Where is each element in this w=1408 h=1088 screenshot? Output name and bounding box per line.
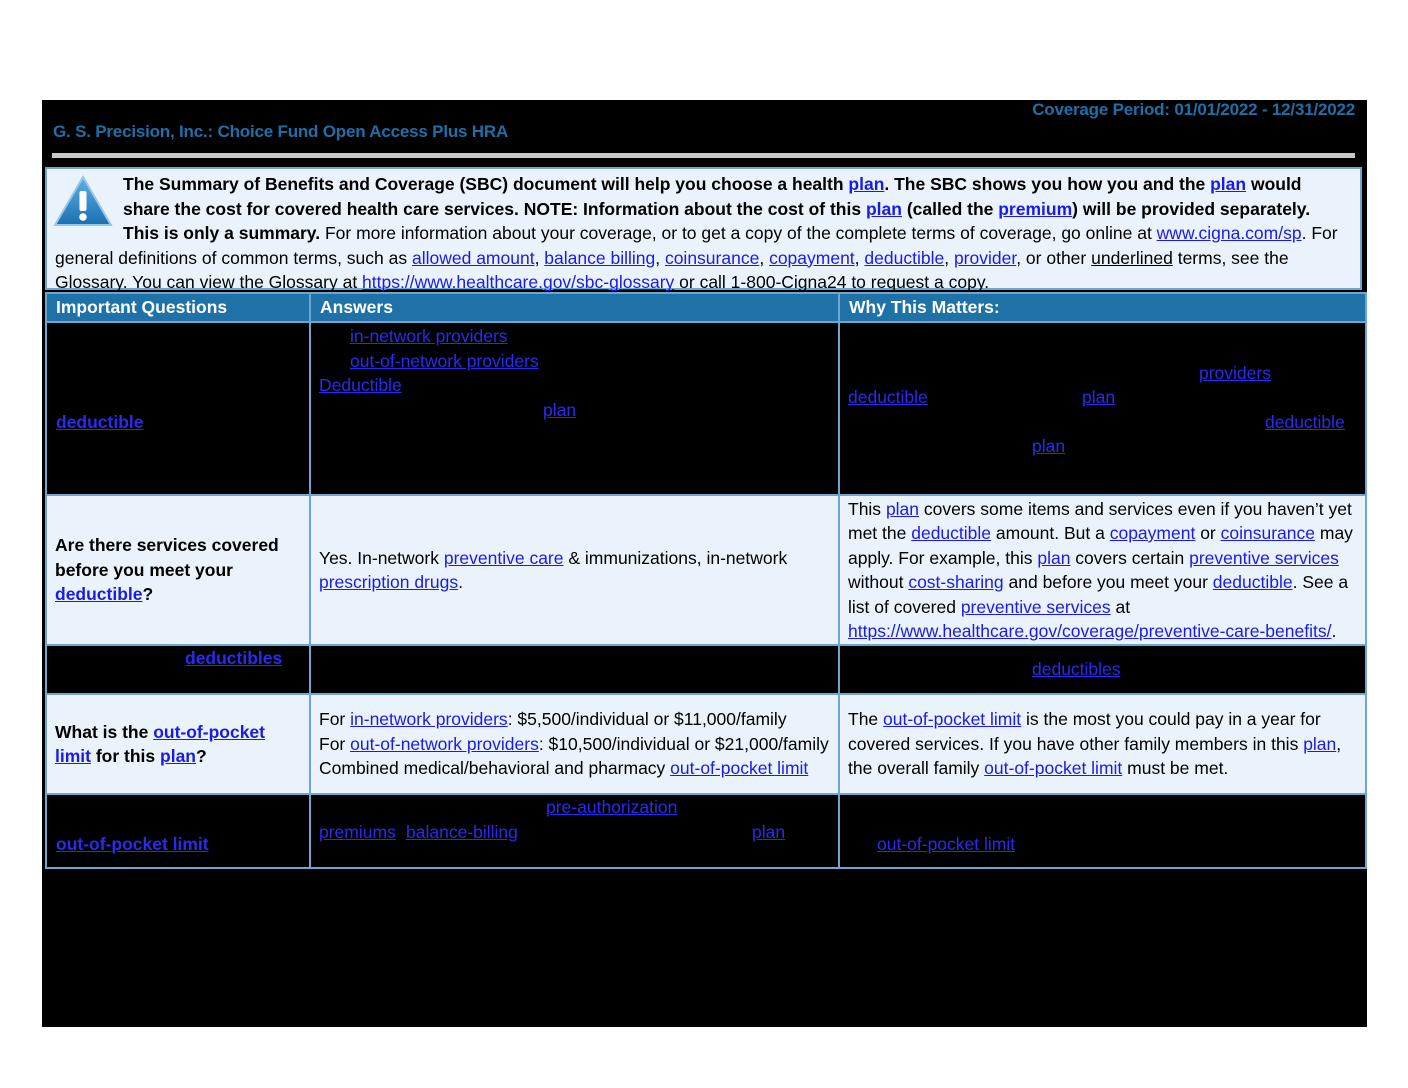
answer-line [319,732,830,757]
deductible-link[interactable]: deductible [848,387,928,407]
answer-cell [310,645,839,694]
answer-line [319,707,830,732]
question-text: for this [90,746,161,766]
out-of-pocket-limit-link[interactable]: out-of-pocket limit [877,834,1016,854]
why-text: amount. But a [991,523,1110,543]
question-text: What is the [55,721,154,742]
preventive-services-link[interactable]: preventive services [960,596,1111,617]
question-cell [46,694,310,794]
deductible-link[interactable]: deductible [911,523,992,543]
why-cell [839,495,1366,645]
preventive-care-link[interactable]: preventive care [443,547,564,568]
coverage-period: Coverage Period: 01/01/2022 - 12/31/2022 [1032,100,1355,119]
question-text: ? [196,746,207,766]
why-text: . [1331,621,1337,641]
out-of-pocket-limit-link[interactable]: out-of-pocket limit [55,721,265,766]
answer-text: & immunizations, in-network [563,547,788,568]
answer-line [319,756,830,781]
in-network-providers-link[interactable]: in-network providers [350,709,508,730]
table-row [46,794,1366,868]
answer-text: For [319,709,351,730]
balance-billing-link[interactable]: balance-billing [406,822,518,842]
answer-cell [310,495,839,645]
allowed-amount-link[interactable]: allowed amount [411,247,535,268]
answer-text: : $10,500/individual or $21,000/family [538,733,829,754]
why-text: must be met. [1122,758,1229,779]
answer-cell [310,694,839,794]
why-text: The [848,709,884,730]
provider-link[interactable]: provider [953,247,1017,268]
intro-text: would share the cost for covered health care services. NOTE: Information about the cost of this [123,174,1302,219]
question-cell [46,645,310,694]
plan-link[interactable]: plan [885,498,920,519]
out-of-pocket-limit-link[interactable]: out-of-pocket limit [670,758,809,779]
question-text: ? [142,584,154,605]
out-of-pocket-limit-link[interactable]: out-of-pocket limit [883,709,1022,730]
deductible-link[interactable]: deductible [1265,412,1345,432]
important-questions-table [45,292,1367,869]
answer-text: : $5,500/individual or $11,000/family [507,709,787,730]
intro-text: terms, see the Glossary. You can view the Glossary at [55,247,1289,292]
premium-link[interactable]: premium [998,198,1073,219]
intro-text: The Summary of Benefits and Coverage (SBC) document will help you choose a health [123,174,849,194]
answer-cell [310,322,839,495]
question-cell [46,322,310,495]
why-text: at [1110,596,1131,617]
deductible-link[interactable]: deductible [56,412,144,432]
plan-link[interactable]: plan [752,822,786,842]
intro-text: (called the [901,198,999,219]
table-row [46,645,1366,694]
preventive-services-link[interactable]: preventive services [1189,547,1339,568]
why-text: , the overall family [848,733,1342,779]
deductibles-link[interactable]: deductibles [185,648,283,668]
why-text: without [848,572,909,592]
answer-text: Combined medical/behavioral and pharmacy [319,758,671,779]
table-row [46,322,1366,495]
deductibles-link[interactable]: deductibles [1032,659,1121,679]
answer-text: . [458,572,463,592]
pre-authorization-link[interactable]: pre-authorization [546,797,678,817]
why-text: covers certain [1070,547,1190,568]
glossary-url-link[interactable]: https://www.healthcare.gov/sbc-glossary [362,272,675,292]
why-text: covers some items and services even if you haven’t yet met the [848,498,1352,543]
cost-sharing-link[interactable]: cost-sharing [908,572,1004,592]
prescription-drugs-link[interactable]: prescription drugs [319,572,459,592]
table-header-row [46,293,1366,322]
plan-name: G. S. Precision, Inc.: Choice Fund Open Access Plus HRA [53,122,509,141]
answer-cell [310,794,839,868]
answer-text: For [319,733,351,754]
plan-link[interactable]: plan [1210,174,1247,194]
coinsurance-link[interactable]: coinsurance [664,247,760,268]
question-cell [46,495,310,645]
out-of-network-providers-link[interactable]: out-of-network providers [350,351,539,371]
plan-link[interactable]: plan [848,174,885,194]
intro-text: For more information about your coverage, or to get a copy of the complete terms of coverage, go online at [320,223,1157,243]
why-cell [839,794,1366,868]
sbc-intro-box: The Summary of Benefits and Coverage (SBC) document will help you choose a health plan. The SBC shows you how you and the plan would share the cost for covered health care services. NOTE: Information about the cost of this plan (called the premium) will be provided separately. This is only a summary. For more information about your coverage, or to get a copy of the complete terms of coverage, go online at www.cigna.com/sp. For general definitions of common terms, such as allowed amount, balance billing, coinsurance, copayment, deductible, provider, or other underlined terms, see the Glossary. You can view the Glossary at https://www.healthcare.gov/sbc-glossary or call 1-800-Cigna24 to request a copy. [45,167,1362,290]
copayment-link[interactable]: copayment [1109,523,1196,543]
balance-billing-link[interactable]: balance billing [544,247,656,268]
plan-link[interactable]: plan [1082,387,1116,407]
why-cell [839,322,1366,495]
premiums-link[interactable]: premiums [319,822,396,842]
preventive-benefits-url-link[interactable]: https://www.healthcare.gov/coverage/preventive-care-benefits/ [848,621,1332,641]
why-text: may apply. For example, this [848,523,1353,568]
underlined-text: underlined [1091,247,1173,268]
plan-link[interactable]: plan [1032,436,1066,456]
intro-text: , or other [1016,247,1092,268]
warning-icon [53,175,113,227]
why-text: is the most you could pay in a year for covered services. If you have other family members in this [848,709,1321,754]
deductible-link[interactable]: deductible [1212,572,1293,592]
why-cell [839,645,1366,694]
intro-text: or call 1-800-Cigna24 to request a copy. [674,272,990,292]
document-page [42,100,1367,1027]
why-text: This [848,498,886,519]
copayment-link[interactable]: copayment [769,247,855,268]
out-of-network-providers-link[interactable]: out-of-network providers [350,733,539,754]
out-of-pocket-limit-link[interactable]: out-of-pocket limit [984,758,1123,779]
intro-text: ) will be provided separately. This is only a summary. [123,198,1311,243]
column-header: Answers [310,293,839,322]
plan-link[interactable]: plan [1303,733,1337,754]
table-row [46,694,1366,794]
plan-link[interactable]: plan [160,746,196,766]
cigna-url-link[interactable]: www.cigna.com/sp [1156,223,1302,243]
intro-text: . For general definitions of common terms, such as [55,223,1338,268]
question-text: Are there services covered before you meet your [55,535,279,580]
deductible-link[interactable]: deductible [55,584,143,605]
deductible-link[interactable]: deductible [864,247,945,268]
in-network-providers-link[interactable]: in-network providers [350,326,508,346]
plan-link[interactable]: plan [865,198,902,219]
answer-text: Yes. In-network [319,547,444,568]
intro-text: . The SBC shows you how you and the [884,174,1211,194]
header-divider [52,153,1355,158]
question-cell [46,794,310,868]
table-row [46,495,1366,645]
providers-link[interactable]: providers [1199,363,1271,383]
out-of-pocket-limit-link[interactable]: out-of-pocket limit [56,834,209,854]
coinsurance-link[interactable]: coinsurance [1220,523,1315,543]
why-text: or [1195,523,1221,543]
plan-link[interactable]: plan [543,400,577,420]
plan-link[interactable]: plan [1037,547,1071,568]
column-header: Why This Matters: [839,293,1366,322]
deductible-link[interactable]: Deductible [319,375,402,395]
why-text: and before you meet your [1003,572,1213,592]
why-cell [839,694,1366,794]
column-header: Important Questions [46,293,310,322]
why-text: . See a list of covered [848,572,1349,617]
